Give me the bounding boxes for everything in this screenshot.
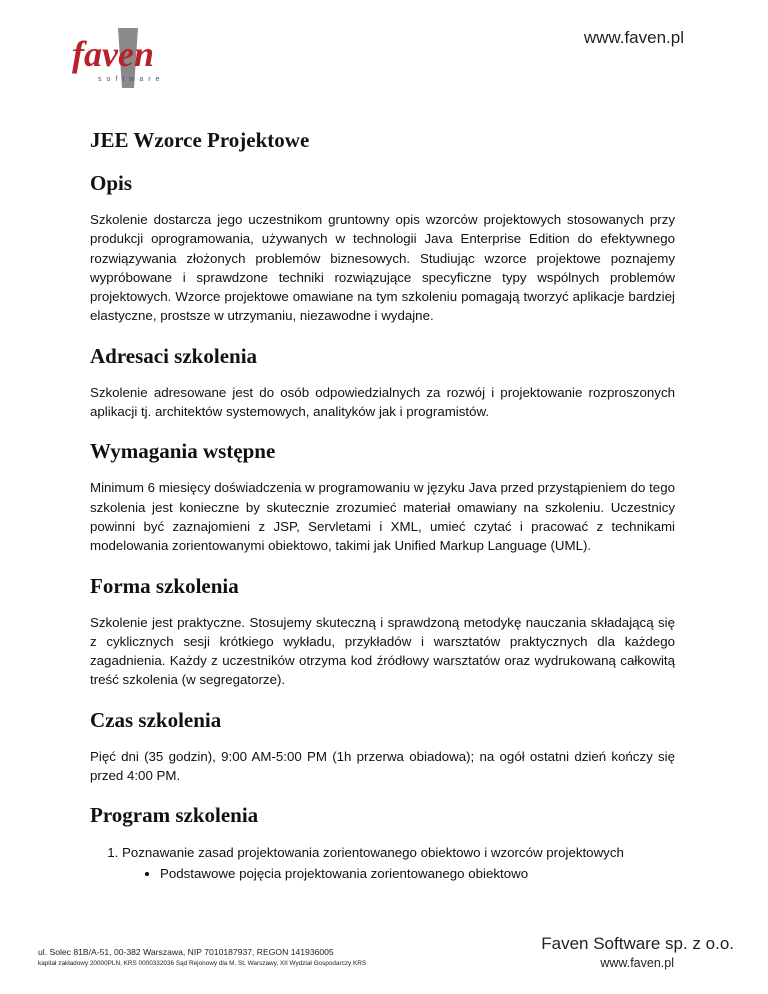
logo-subtext: software — [98, 76, 165, 83]
program-item-text: Poznawanie zasad projektowania zorientowanego obiektowo i wzorców projektowych — [122, 845, 624, 861]
footer-registry: kapitał zakładowy 20000PLN, KRS 0000332036 Sąd Rejonowy dla M. St. Warszawy, XII Wydział Gospodarczy KRS — [38, 960, 367, 967]
section-adresaci — [90, 344, 675, 422]
document-title: JEE Wzorce Projektowe — [90, 128, 310, 152]
program-item — [122, 842, 675, 884]
section-wymagania — [90, 439, 675, 555]
section-heading: Wymagania wstępne — [90, 439, 276, 464]
header-url: www.faven.pl — [583, 28, 684, 47]
section-heading: Czas szkolenia — [90, 707, 222, 732]
section-body: Szkolenie jest praktyczne. Stosujemy skuteczną i sprawdzoną metodykę nauczania składającą się z cyklicznych sesji krótkiego wykładu, przykładów i warsztatów praktycznych dla każdego zagadnienia. Każdy z uczestników otrzyma kod źródłowy warsztatów oraz wydrukowaną całkowitą treść szkolenia (w segregatorze). — [90, 614, 675, 688]
section-opis — [90, 171, 675, 326]
section-heading: Opis — [90, 171, 133, 195]
section-heading: Program szkolenia — [90, 803, 259, 828]
section-czas — [90, 708, 675, 786]
program-sublist — [122, 863, 675, 884]
footer-url: www.faven.pl — [600, 956, 674, 970]
footer-company-block — [541, 934, 734, 970]
section-body: Szkolenie dostarcza jego uczestnikom gruntowny opis wzorców projektowych stosowanych przy produkcji oprogramowania, używanych w technologii Java Enterprise Edition do efektywnego rozwiązywania złożonych problemów biznesowych. Studiując wzorce projektowe poznajemy wypróbowane i sprawdzone techniki rozwiązujące specyficzne typy wspólnych problemów projektowych. Wzorce projektowe omawiane na tym szkoleniu pomagają tworzyć aplikacje bardziej elastyczne, prostsze w utrzymaniu, niezawodne i wydajne. — [90, 212, 675, 324]
footer-company: Faven Software sp. z o.o. — [541, 934, 734, 953]
program-subitem: • Podstawowe pojęcia projektowania zorientowanego obiektowo — [160, 863, 675, 884]
section-body: Minimum 6 miesięcy doświadczenia w programowaniu w języku Java przed przystąpieniem do tego szkolenia jest konieczne by skutecznie zrozumieć materiał omawiany na szkoleniu. Uczestnicy powinni być zaznajomieni z JSP, Servletami i XML, umieć czytać i pracować z technikami modelowania zorientowanymi obiektowo, takimi jak Unified Markup Language (UML). — [90, 480, 675, 554]
logo-wordmark: faven — [72, 34, 154, 74]
section-body: Pięć dni (35 godzin), 9:00 AM-5:00 PM (1h przerwa obiadowa); na ogół ostatni dzień kończy się przed 4:00 PM. — [90, 748, 675, 784]
section-heading: Adresaci szkolenia — [90, 343, 258, 368]
footer-address-block — [38, 947, 366, 967]
section-body: Szkolenie adresowane jest do osób odpowiedzialnych za rozwój i projektowanie rozproszonych aplikacji tj. architektów systemowych, analityków jak i programistów. — [90, 384, 675, 420]
section-program — [90, 803, 675, 884]
program-list — [90, 842, 675, 884]
footer-address: ul. Solec 81B/A-51, 00-382 Warszawa, NIP 7010187937, REGON 141936005 — [38, 947, 334, 957]
section-heading: Forma szkolenia — [90, 573, 239, 598]
section-forma — [90, 574, 675, 690]
faven-logo — [68, 26, 188, 96]
document-body — [90, 128, 675, 884]
